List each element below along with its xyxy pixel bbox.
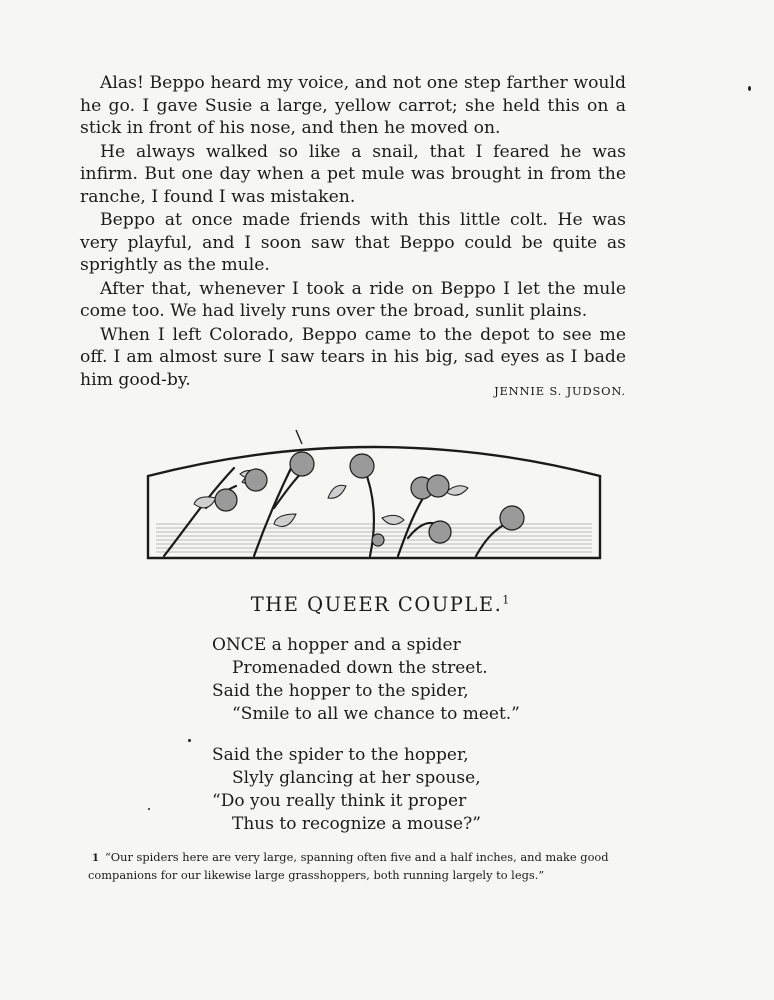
poem-line: Thus to recognize a mouse?” (232, 814, 481, 834)
story-paragraph: When I left Colorado, Beppo came to the depot to see me off. I am almost sure I saw tears in his big, sad eyes as I bade him good-by. (80, 324, 626, 390)
author-signature: JENNIE S. JUDSON. (494, 384, 626, 398)
footnote-mark: 1 (92, 853, 99, 864)
fruit-branch-vignette (146, 428, 602, 563)
poem-line: Slyly glancing at her spouse, (232, 768, 481, 788)
poem-title (180, 593, 580, 616)
story-paragraph: He always walked so like a snail, that I feared he was infirm. But one day when a pet mule was brought in from the ranche, I found I was mistaken. (80, 141, 626, 207)
footnote (88, 849, 628, 884)
poem-body (212, 634, 592, 854)
poem-line: Said the spider to the hopper, (212, 745, 469, 765)
footnote-text: “Our spiders here are very large, spanning often five and a half inches, and make good companions for our likewise large grasshoppers, both running largely to legs.” (88, 850, 609, 882)
poem-title-text: THE QUEER COUPLE. (250, 593, 503, 616)
poem-line: ONCE a hopper and a spider (212, 635, 461, 655)
poem-line: Said the hopper to the spider, (212, 681, 469, 701)
poem-line: “Do you really think it proper (212, 791, 467, 811)
ink-speck (148, 808, 150, 810)
poem-line: “Smile to all we chance to meet.” (232, 704, 520, 724)
story-paragraph: Alas! Beppo heard my voice, and not one step farther would he go. I gave Susie a large, yellow carrot; she held this on a stick in front of his nose, and then he moved on. (80, 73, 626, 138)
story-paragraph: After that, whenever I took a ride on Beppo I let the mule come too. We had lively runs over the broad, sunlit plains. (80, 278, 626, 321)
poem-title-footnote-mark: 1 (502, 593, 510, 607)
poem-line: Promenaded down the street. (232, 658, 488, 678)
ink-speck (748, 86, 751, 91)
story-text (80, 72, 626, 392)
ink-speck (188, 739, 191, 742)
story-paragraph: Beppo at once made friends with this little colt. He was very playful, and I soon saw that Beppo could be quite as sprightly as the mule. (80, 210, 626, 275)
poem-stanza (212, 744, 592, 836)
poem-stanza (212, 634, 592, 726)
